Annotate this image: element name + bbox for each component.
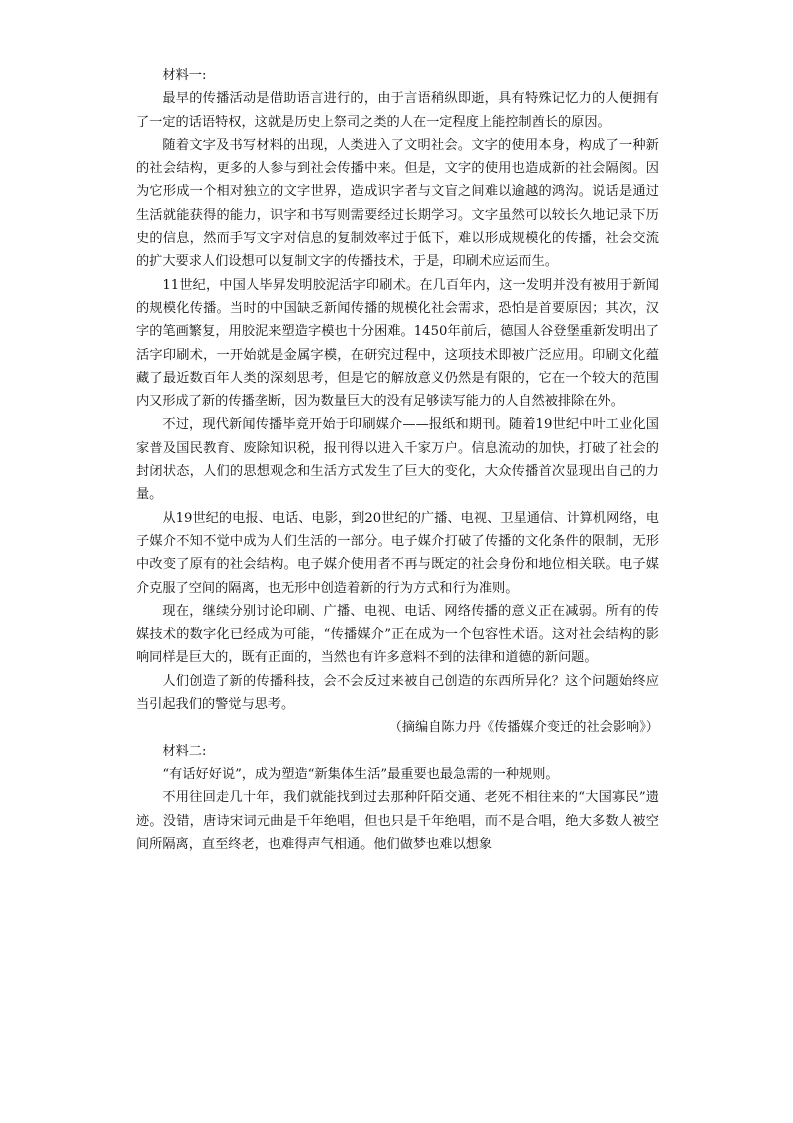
material2-paragraph-1: “有话好好说”，成为塑造“新集体生活”最重要也最急需的一种规则。	[162, 766, 559, 782]
material1-paragraph-1: 最早的传播活动是借助语言进行的，由于言语稍纵即逝，具有特殊记忆力的人便拥有了一定的话语特权，这就是历史上祭司之类的人在一定程度上能控制酋长的原因。	[136, 91, 659, 130]
material1-heading: 材料一:	[162, 68, 207, 83]
material2-paragraph-2: 不用往回走几十年，我们就能找到过去那种阡陌交通、老死不相往来的“大国寡民”遗迹。没错，唐诗宋词元曲是千年绝唱，但也只是千年绝唱，而不是合唱，绝大多数人被空间所隔离，直至终老，也难得声气相通。他们做梦也难以想象	[136, 790, 659, 852]
material1-paragraph-3: 11世纪，中国人毕昇发明胶泥活字印刷术。在几百年内，这一发明并没有被用于新闻的规模化传播。当时的中国缺乏新闻传播的规模化社会需求，恐怕是首要原因；其次，汉字的笔画繁复，用胶泥来塑造字模也十分困难。1450年前后，德国人谷登堡重新发明出了活字印刷术，一开始就是金属字模，在研究过程中，这项技术即被广泛应用。印刷文化蕴藏了最近数百年人类的深刻思考，但是它的解放意义仍然是有限的，它在一个较大的范围内又形成了新的传播垄断，因为数量巨大的没有足够读写能力的人自然被排除在外。	[136, 277, 659, 410]
material1-paragraph-2: 随着文字及书写材料的出现，人类进入了文明社会。文字的使用本身，构成了一种新的社会结构，更多的人参与到社会传播中来。但是，文字的使用也造成新的社会隔阂。因为它形成一个相对独立的文字世界，造成识字者与文盲之间难以逾越的鸿沟。说话是通过生活就能获得的能力，识字和书写则需要经过长期学习。文字虽然可以较长久地记录下历史的信息，然而手写文字对信息的复制效率过于低下，难以形成规模化的传播，社会交流的扩大要求人们设想可以复制文字的传播技术，于是，印刷术应运而生。	[136, 137, 659, 270]
material1-paragraph-7: 人们创造了新的传播科技，会不会反过来被自己创造的东西所异化？这个问题始终应当引起我们的警觉与思考。	[136, 673, 659, 713]
material1-paragraph-4: 不过，现代新闻传播毕竟开始于印刷媒介——报纸和期刊。随着19世纪中叶工业化国家普及国民教育、废除知识税，报刊得以进入千家万户。信息流动的加快，打破了社会的封闭状态，人们的思想观念和生活方式发生了巨大的变化，大众传播首次显现出自己的力量。	[136, 417, 659, 503]
material2-heading: 材料二:	[162, 743, 207, 759]
material1-paragraph-6: 现在，继续分别讨论印刷、广播、电视、电话、网络传播的意义正在减弱。所有的传媒技术的数字化已经成为可能，“传播媒介”正在成为一个包容性术语。这对社会结构的影响同样是巨大的，既有正面的，当然也有许多意料不到的法律和道德的新问题。	[136, 603, 659, 666]
material1-source: （摘编自陈力丹《传播媒介变迁的社会影响》）	[388, 720, 659, 736]
material1-paragraph-5: 从19世纪的电报、电话、电影，到20世纪的广播、电视、卫星通信、计算机网络，电子媒介不知不觉中成为人们生活的一部分。电子媒介打破了传播的文化条件的限制，无形中改变了原有的社会结构。电子媒介使用者不再与既定的社会身份和地位相关联。电子媒介克服了空间的隔离，也无形中创造着新的行为方式和行为准则。	[136, 510, 659, 596]
document-body	[136, 64, 659, 856]
